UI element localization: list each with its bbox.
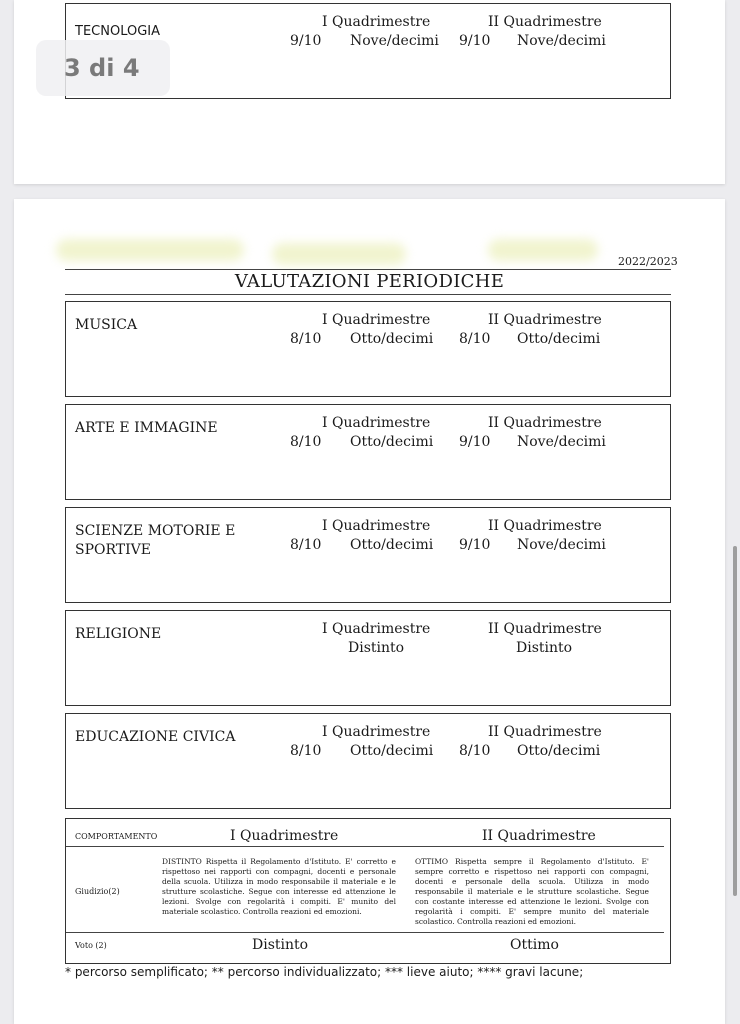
q1-grade-text: Otto/decimi [350, 743, 434, 759]
q1-grade-text: Nove/decimi [350, 33, 439, 49]
q1-grade: 8/10 [290, 537, 322, 553]
q1-header: I Quadrimestre [322, 621, 431, 637]
judgement-label: Giudizio(2) [75, 887, 120, 896]
subject-box-educazione-civica [65, 713, 671, 809]
q1-grade-text: Otto/decimi [350, 537, 434, 553]
q1-header: I Quadrimestre [322, 415, 431, 431]
q2-header: II Quadrimestre [488, 621, 602, 637]
q2-grade-text: Distinto [516, 640, 573, 656]
page-indicator-badge: 3 di 4 [36, 40, 170, 96]
redacted-text [56, 239, 244, 261]
vote-label: Voto (2) [75, 941, 107, 950]
q1-header: I Quadrimestre [322, 312, 431, 328]
subject-box-musica [65, 301, 671, 397]
q2-header: II Quadrimestre [488, 14, 602, 30]
redacted-text [272, 243, 406, 265]
q2-grade: 8/10 [459, 331, 491, 347]
q1-grade-text: Distinto [348, 640, 405, 656]
q2-grade: 9/10 [459, 434, 491, 450]
q2-grade: 9/10 [459, 537, 491, 553]
subject-name: MUSICA [75, 317, 138, 333]
subject-box-scienze-motorie [65, 507, 671, 603]
behavior-divider [66, 846, 664, 847]
q1-grade: 9/10 [290, 33, 322, 49]
subject-box-arte [65, 404, 671, 500]
subject-box-religione [65, 610, 671, 706]
document-page-4 [14, 199, 725, 1024]
q1-grade-text: Otto/decimi [350, 331, 434, 347]
q2-grade: 8/10 [459, 743, 491, 759]
header-divider [65, 269, 671, 270]
section-title: VALUTAZIONI PERIODICHE [234, 271, 505, 292]
subject-name: RELIGIONE [75, 626, 162, 642]
q2-grade-text: Otto/decimi [517, 743, 601, 759]
subject-name: EDUCAZIONE CIVICA [75, 729, 236, 745]
school-year: 2022/2023 [618, 255, 678, 268]
subject-name: ARTE E IMMAGINE [75, 420, 218, 436]
q1-grade-text: Otto/decimi [350, 434, 434, 450]
redacted-text [488, 239, 598, 261]
q1-header: I Quadrimestre [322, 724, 431, 740]
scrollbar[interactable] [733, 546, 737, 896]
q2-header: II Quadrimestre [488, 724, 602, 740]
q2-grade-text: Nove/decimi [517, 537, 606, 553]
q2-judgement: OTTIMO Rispetta sempre il Regolamento d'Istituto. E' sempre corretto e rispettoso nei rapporti con compagni, docenti e personale della scuola. Utilizza in modo responsabile il materiale e le strutture scolastiche. Segue con costante interesse ed attenzione le lezioni. Svolge con regolarità i compiti. E' sempre munito del materiale scolastico. Controlla reazioni ed emozioni. [415, 857, 649, 926]
q1-grade: 8/10 [290, 434, 322, 450]
q1-grade: 8/10 [290, 331, 322, 347]
q1-judgement: DISTINTO Rispetta il Regolamento d'Istituto. E' corretto e rispettoso nei rapporti con compagni, docenti e personale della scuola. Utilizza in modo responsabile il materiale e le strutture scolastiche. Segue con interesse ed attenzione le lezioni. Svolge con regolarità i compiti. E' munito del materiale scolastico. Controlla reazioni ed emozioni. [162, 857, 396, 916]
q1-grade: 8/10 [290, 743, 322, 759]
subject-name: SCIENZE MOTORIE E SPORTIVE [75, 523, 236, 558]
footnote: * percorso semplificato; ** percorso individualizzato; *** lieve aiuto; **** gravi lacune; [65, 965, 584, 979]
behavior-q2-header: II Quadrimestre [482, 828, 596, 844]
q2-vote: Ottimo [510, 937, 559, 953]
q2-grade-text: Nove/decimi [517, 434, 606, 450]
q1-vote: Distinto [252, 937, 309, 953]
q2-grade-text: Nove/decimi [517, 33, 606, 49]
q2-header: II Quadrimestre [488, 415, 602, 431]
q2-header: II Quadrimestre [488, 312, 602, 328]
q2-header: II Quadrimestre [488, 518, 602, 534]
behavior-box [65, 818, 671, 964]
title-divider [65, 294, 671, 295]
behavior-divider [66, 932, 664, 933]
behavior-q1-header: I Quadrimestre [230, 828, 339, 844]
q1-header: I Quadrimestre [322, 518, 431, 534]
q2-grade: 9/10 [459, 33, 491, 49]
q2-grade-text: Otto/decimi [517, 331, 601, 347]
behavior-label: COMPORTAMENTO [75, 832, 158, 841]
subject-name: TECNOLOGIA [75, 24, 161, 39]
q1-header: I Quadrimestre [322, 14, 431, 30]
